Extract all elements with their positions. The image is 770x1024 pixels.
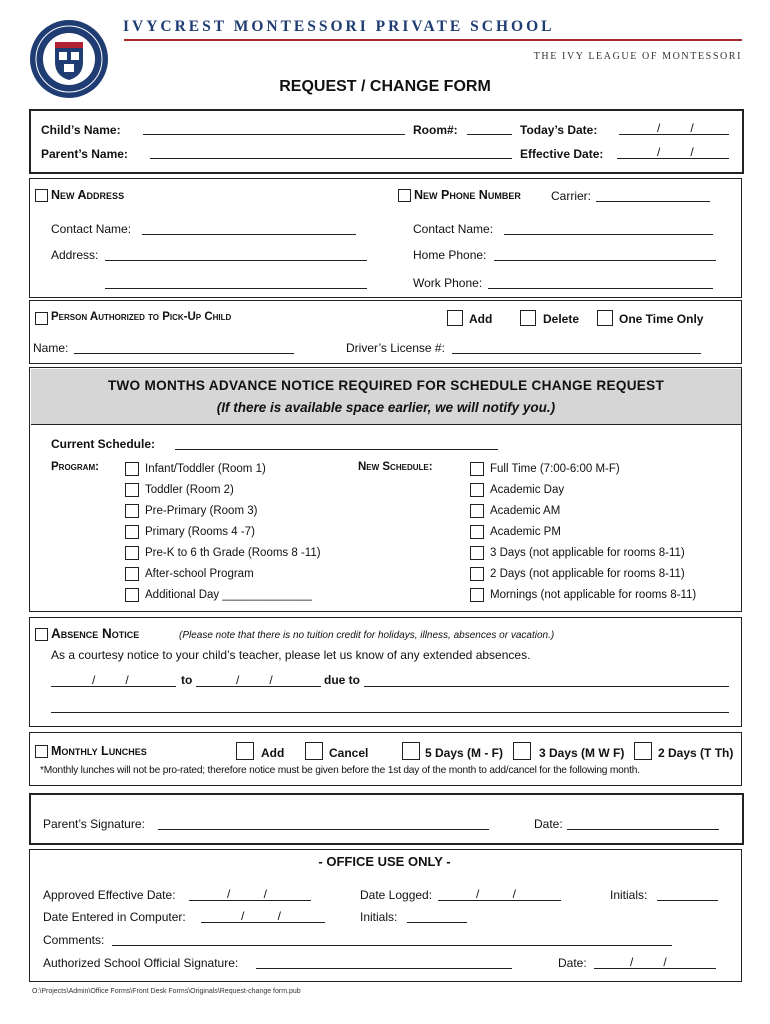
new-schedule-option-checkbox[interactable] bbox=[470, 567, 484, 581]
new-address-checkbox[interactable] bbox=[35, 189, 48, 202]
approved-date-slashes: / / bbox=[227, 887, 268, 901]
footer-file-path: O:\Projects\Admin\Office Forms\Front Desk Forms\Originals\Request-change form.pub bbox=[32, 988, 301, 995]
absence-title: Absence Notice bbox=[51, 626, 140, 641]
absence-from-slashes: / / bbox=[92, 673, 129, 687]
pickup-add-label: Add bbox=[469, 312, 493, 326]
new-phone-checkbox[interactable] bbox=[398, 189, 411, 202]
contact-name-right-field[interactable] bbox=[504, 222, 713, 235]
notice-title: TWO MONTHS ADVANCE NOTICE REQUIRED FOR SCHEDULE CHANGE REQUEST bbox=[107, 378, 665, 393]
form-title: REQUEST / CHANGE FORM bbox=[279, 78, 491, 95]
school-tagline: THE IVY LEAGUE OF MONTESSORI bbox=[533, 51, 742, 62]
lunches-note: *Monthly lunches will not be pro-rated; therefore notice must be given before the 1st day of the month to add/cancel for the following month. bbox=[40, 765, 640, 776]
lunches-checkbox[interactable] bbox=[35, 745, 48, 758]
current-schedule-label: Current Schedule: bbox=[51, 437, 156, 451]
lunches-title: Monthly Lunches bbox=[51, 744, 147, 758]
program-label: Program: bbox=[51, 461, 99, 473]
office-date-slashes: / / bbox=[630, 955, 667, 969]
current-schedule-field[interactable] bbox=[175, 437, 498, 450]
new-phone-label: New Phone Number bbox=[414, 188, 521, 202]
new-schedule-option-label: Mornings (not applicable for rooms 8-11) bbox=[490, 589, 697, 601]
official-signature-field[interactable] bbox=[256, 956, 512, 969]
new-schedule-option-checkbox[interactable] bbox=[470, 546, 484, 560]
home-phone-label: Home Phone: bbox=[413, 248, 487, 262]
contact-name-left-field[interactable] bbox=[142, 222, 356, 235]
program-option-label: Pre-Primary (Room 3) bbox=[145, 505, 258, 517]
new-schedule-label: New Schedule: bbox=[358, 461, 433, 473]
new-schedule-option-label: Academic AM bbox=[490, 505, 561, 517]
child-name-field[interactable] bbox=[143, 122, 405, 135]
pickup-delete-label: Delete bbox=[543, 312, 580, 326]
program-option-label: Pre-K to 6 th Grade (Rooms 8 -11) bbox=[145, 547, 321, 559]
lunch-2days-label: 2 Days (T Th) bbox=[658, 746, 734, 760]
license-label: Driver’s License #: bbox=[346, 341, 445, 355]
lunch-3days-label: 3 Days (M W F) bbox=[539, 746, 625, 760]
pickup-name-label: Name: bbox=[33, 341, 69, 355]
parent-name-label: Parent’s Name: bbox=[41, 147, 128, 161]
lunch-2days-checkbox[interactable] bbox=[634, 742, 652, 760]
school-name: IVYCREST MONTESSORI PRIVATE SCHOOL bbox=[123, 18, 555, 35]
program-option-checkbox[interactable] bbox=[125, 588, 139, 602]
absence-checkbox[interactable] bbox=[35, 628, 48, 641]
program-option-checkbox[interactable] bbox=[125, 462, 139, 476]
child-name-label: Child’s Name: bbox=[41, 123, 121, 137]
official-signature-label: Authorized School Official Signature: bbox=[43, 956, 239, 970]
contact-name-left-label: Contact Name: bbox=[51, 222, 132, 236]
absence-due-to-label: due to bbox=[324, 673, 360, 687]
program-option-checkbox[interactable] bbox=[125, 483, 139, 497]
pickup-one-time-checkbox[interactable] bbox=[597, 310, 613, 326]
contact-name-right-label: Contact Name: bbox=[413, 222, 494, 236]
room-field[interactable] bbox=[467, 122, 512, 135]
absence-reason-line-2[interactable] bbox=[51, 700, 729, 713]
initials-right-label: Initials: bbox=[610, 888, 648, 902]
comments-field[interactable] bbox=[112, 933, 672, 946]
carrier-label: Carrier: bbox=[551, 189, 592, 203]
new-schedule-option-checkbox[interactable] bbox=[470, 588, 484, 602]
new-schedule-option-label: Full Time (7:00-6:00 M-F) bbox=[490, 463, 620, 475]
program-option-label: After-school Program bbox=[145, 568, 254, 580]
pickup-add-checkbox[interactable] bbox=[447, 310, 463, 326]
date-logged-label: Date Logged: bbox=[360, 888, 433, 902]
carrier-field[interactable] bbox=[596, 189, 710, 202]
date-entered-label: Date Entered in Computer: bbox=[43, 910, 186, 924]
header-rule bbox=[124, 39, 742, 41]
new-schedule-option-checkbox[interactable] bbox=[470, 525, 484, 539]
new-schedule-option-checkbox[interactable] bbox=[470, 483, 484, 497]
new-schedule-option-label: Academic Day bbox=[490, 484, 565, 496]
parent-signature-field[interactable] bbox=[158, 817, 489, 830]
program-option-label: Toddler (Room 2) bbox=[145, 484, 234, 496]
program-option-checkbox[interactable] bbox=[125, 525, 139, 539]
lunch-5days-label: 5 Days (M - F) bbox=[425, 746, 504, 760]
effective-date-label: Effective Date: bbox=[520, 147, 604, 161]
date-entered-slashes: / / bbox=[241, 909, 282, 923]
lunch-add-label: Add bbox=[261, 746, 285, 760]
lunch-add-checkbox[interactable] bbox=[236, 742, 254, 760]
absence-to-slashes: / / bbox=[236, 673, 273, 687]
program-option-checkbox[interactable] bbox=[125, 546, 139, 560]
new-schedule-option-label: 2 Days (not applicable for rooms 8-11) bbox=[490, 568, 685, 580]
new-address-label: New Address bbox=[51, 188, 125, 202]
parent-signature-label: Parent’s Signature: bbox=[43, 817, 145, 831]
initials-mid-field[interactable] bbox=[407, 910, 467, 923]
signature-date-label: Date: bbox=[534, 817, 563, 831]
new-schedule-option-checkbox[interactable] bbox=[470, 504, 484, 518]
initials-mid-label: Initials: bbox=[360, 910, 398, 924]
program-option-checkbox[interactable] bbox=[125, 504, 139, 518]
absence-note: (Please note that there is no tuition credit for holidays, illness, absences or vacation.) bbox=[179, 630, 555, 641]
initials-right-field[interactable] bbox=[657, 888, 718, 901]
home-phone-field[interactable] bbox=[494, 248, 716, 261]
pickup-name-field[interactable] bbox=[74, 341, 294, 354]
signature-date-field[interactable] bbox=[567, 817, 719, 830]
program-option-label: Infant/Toddler (Room 1) bbox=[145, 463, 266, 475]
todays-date-label: Today’s Date: bbox=[520, 123, 598, 137]
lunch-3days-checkbox[interactable] bbox=[513, 742, 531, 760]
office-date-label: Date: bbox=[558, 956, 587, 970]
license-field[interactable] bbox=[452, 341, 701, 354]
work-phone-field[interactable] bbox=[488, 276, 713, 289]
pickup-one-time-label: One Time Only bbox=[619, 312, 704, 326]
lunch-cancel-checkbox[interactable] bbox=[305, 742, 323, 760]
absence-reason-line-1[interactable] bbox=[364, 674, 729, 687]
program-option-checkbox[interactable] bbox=[125, 567, 139, 581]
approved-date-label: Approved Effective Date: bbox=[43, 888, 176, 902]
address-line-2[interactable] bbox=[105, 276, 367, 289]
new-schedule-option-label: Academic PM bbox=[490, 526, 561, 538]
address-line-1[interactable] bbox=[105, 248, 367, 261]
absence-to-label: to bbox=[181, 673, 193, 687]
lunch-cancel-label: Cancel bbox=[329, 746, 369, 760]
absence-courtesy: As a courtesy notice to your child’s teacher, please let us know of any extended absences. bbox=[51, 648, 531, 662]
room-label: Room#: bbox=[413, 123, 458, 137]
program-option-label: Primary (Rooms 4 -7) bbox=[145, 526, 255, 538]
date-logged-slashes: / / bbox=[476, 887, 517, 901]
effective-date-slashes: / / bbox=[657, 145, 694, 159]
lunch-5days-checkbox[interactable] bbox=[402, 742, 420, 760]
pickup-title: Person Authorized to Pick-Up Child bbox=[51, 311, 232, 323]
new-schedule-option-checkbox[interactable] bbox=[470, 462, 484, 476]
address-label: Address: bbox=[51, 248, 99, 262]
pickup-checkbox[interactable] bbox=[35, 312, 48, 325]
office-title: - OFFICE USE ONLY - bbox=[318, 854, 451, 869]
pickup-delete-checkbox[interactable] bbox=[520, 310, 536, 326]
section-names bbox=[29, 109, 744, 174]
parent-name-field[interactable] bbox=[150, 146, 512, 159]
notice-subtitle: (If there is available space earlier, we will notify you.) bbox=[216, 400, 556, 415]
comments-label: Comments: bbox=[43, 933, 105, 947]
work-phone-label: Work Phone: bbox=[413, 276, 483, 290]
todays-date-slashes: / / bbox=[657, 121, 694, 135]
new-schedule-option-label: 3 Days (not applicable for rooms 8-11) bbox=[490, 547, 685, 559]
program-option-label: Additional Day ______________ bbox=[145, 589, 312, 601]
